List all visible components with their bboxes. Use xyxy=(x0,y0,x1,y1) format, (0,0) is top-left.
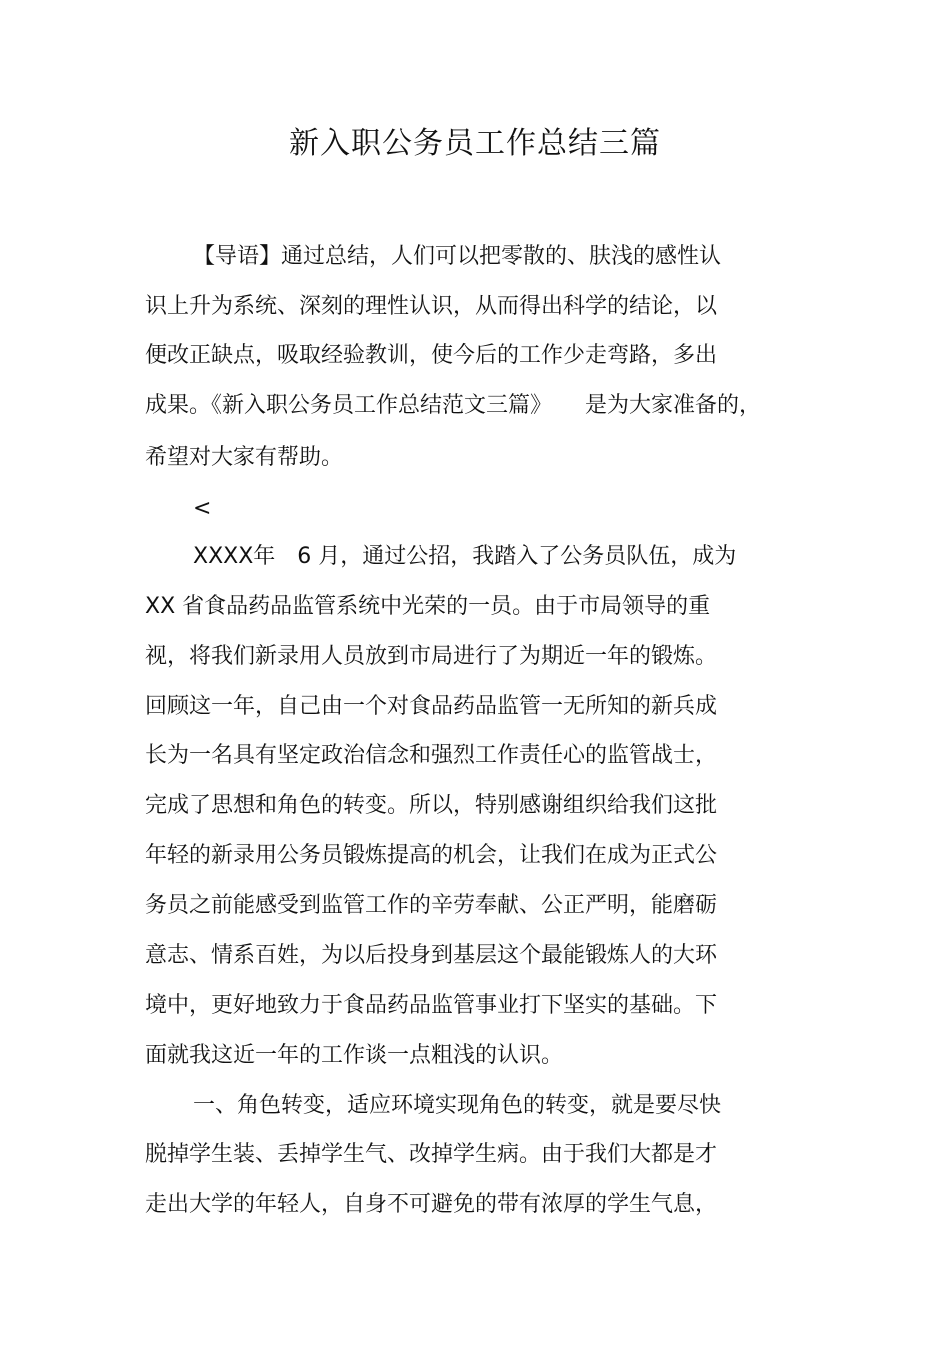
body-line-3: 视，将我们新录用人员放到市局进行了为期近一年的锻炼。 xyxy=(145,644,718,669)
intro-line-4: 成果。《新入职公务员工作总结范文三篇》 是为大家准备的， xyxy=(145,393,762,418)
body-line-9: 意志、情系百姓，为以后投身到基层这个最能锻炼人的大环 xyxy=(145,943,718,968)
intro-line-3: 便改正缺点，吸取经验教训，使今后的工作少走弯路，多出 xyxy=(145,343,718,368)
body-line-5: 长为一名具有坚定政治信念和强烈工作责任心的监管战士， xyxy=(145,743,718,768)
section-line-1: 一、角色转变，适应环境实现角色的转变，就是要尽快 xyxy=(193,1093,722,1118)
body-line-4: 回顾这一年，自己由一个对食品药品监管一无所知的新兵成 xyxy=(145,694,718,719)
body-line-10: 境中，更好地致力于食品药品监管事业打下坚实的基础。下 xyxy=(145,993,718,1018)
intro-line-1: 【导语】通过总结，人们可以把零散的、肤浅的感性认 xyxy=(193,244,722,269)
intro-line-2: 识上升为系统、深刻的理性认识，从而得出科学的结论，以 xyxy=(145,294,718,319)
body-line-1: XXXX年 6 月，通过公招，我踏入了公务员队伍，成为 xyxy=(193,544,737,569)
section-line-2: 脱掉学生装、丢掉学生气、改掉学生病。由于我们大都是才 xyxy=(145,1142,718,1167)
section-line-3: 走出大学的年轻人，自身不可避免的带有浓厚的学生气息， xyxy=(145,1192,718,1217)
marker-line: < xyxy=(193,496,212,521)
document-title: 新入职公务员工作总结三篇 xyxy=(289,126,661,161)
body-line-2: XX 省食品药品监管系统中光荣的一员。由于市局领导的重 xyxy=(145,594,711,619)
body-line-8: 务员之前能感受到监管工作的辛劳奉献、公正严明，能磨砺 xyxy=(145,893,718,918)
body-line-6: 完成了思想和角色的转变。所以，特别感谢组织给我们这批 xyxy=(145,793,718,818)
body-line-7: 年轻的新录用公务员锻炼提高的机会，让我们在成为正式公 xyxy=(145,843,718,868)
intro-line-5: 希望对大家有帮助。 xyxy=(145,445,344,470)
body-line-11: 面就我这近一年的工作谈一点粗浅的认识。 xyxy=(145,1043,564,1068)
